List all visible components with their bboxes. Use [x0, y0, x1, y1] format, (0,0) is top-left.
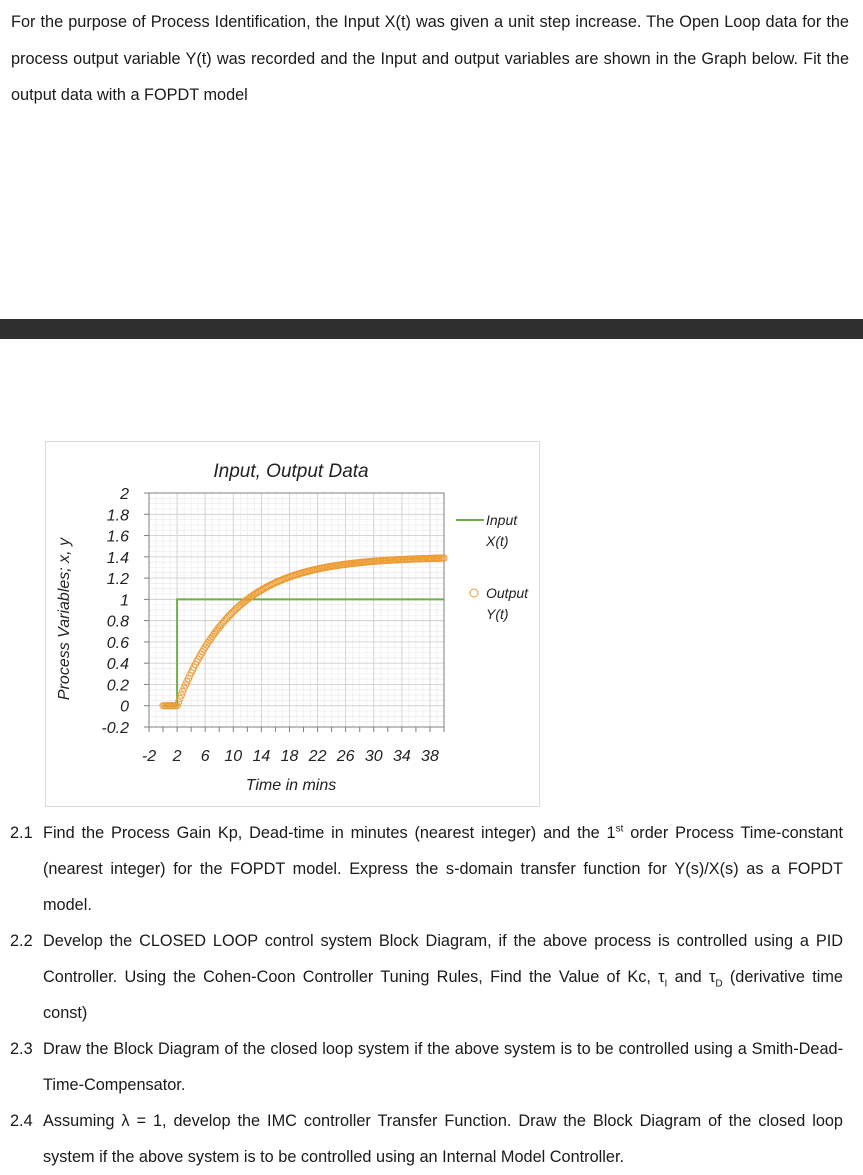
- chart-title: Input, Output Data: [213, 461, 369, 482]
- legend-input-label: Input: [486, 512, 518, 528]
- question-2-2: [0, 923, 863, 1031]
- question-text: Find the Process Gain Kp, Dead-time in minutes (nearest integer) and the 1: [43, 824, 616, 842]
- y-tick-label: 0.6: [106, 634, 129, 652]
- x-tick-label: -2: [141, 748, 157, 765]
- legend-input-label: X(t): [486, 533, 509, 549]
- x-tick-label: 26: [336, 748, 355, 765]
- y-tick-label: 1.2: [106, 571, 129, 589]
- chart-canvas: [46, 442, 541, 808]
- x-tick-label: 18: [280, 748, 299, 765]
- subscript-i: I: [664, 978, 668, 990]
- question-text: (derivative time const): [43, 968, 843, 1022]
- x-tick-label: 38: [421, 748, 439, 765]
- chart-legend: [456, 512, 529, 622]
- x-tick-label: 2: [172, 748, 182, 765]
- question-number: 2.4: [10, 1112, 33, 1130]
- y-tick-label: 1.8: [106, 507, 129, 525]
- legend-output-swatch: [470, 589, 478, 597]
- x-tick-label: 34: [392, 748, 411, 765]
- y-tick-label: 1.6: [106, 528, 129, 546]
- problem-intro: For the purpose of Process Identification, the Input X(t) was given a unit step increase. The Open Loop data for the process output variable Y(t) was recorded and the Input and output variables are shown in the Graph below. Fit the output data with a FOPDT model: [11, 13, 849, 104]
- subscript-d: D: [715, 978, 723, 990]
- y-tick-label: 0.8: [106, 613, 129, 631]
- question-text: Draw the Block Diagram of the closed loop system if the above system is to be controlled using a Smith-Dead-Time-Compensator.: [43, 1040, 843, 1094]
- question-text: Assuming λ = 1, develop the IMC controller Transfer Function. Draw the Block Diagram of the closed loop system if the above system is to be controlled using an Internal Model Controller.: [43, 1112, 843, 1166]
- y-tick-label: 1.4: [106, 549, 129, 567]
- page-divider-band: [0, 319, 863, 339]
- superscript-st: st: [615, 823, 624, 835]
- chart-grid: [149, 493, 444, 727]
- x-axis-label: Time in mins: [245, 777, 337, 794]
- question-number: 2.3: [10, 1040, 33, 1058]
- question-text: Develop the CLOSED LOOP control system Block Diagram, if the above process is controlled using a PID Controller. Using the Cohen-Coon Controller Tuning Rules, Find the Value of Kc, τ: [43, 932, 843, 986]
- x-tick-label: 22: [308, 748, 327, 765]
- question-number: 2.2: [10, 932, 33, 950]
- y-tick-label: 2: [120, 486, 129, 503]
- legend-output-label: Output: [486, 585, 529, 601]
- y-tick-label: 0.4: [106, 656, 129, 674]
- y-tick-label: 0.2: [106, 677, 129, 695]
- legend-output-label: Y(t): [486, 606, 509, 622]
- input-output-chart: [45, 441, 540, 807]
- chart-axes: [101, 486, 444, 765]
- question-text: order Process Time-constant (nearest integer) for the FOPDT model. Express the s-domain transfer function for Y(s)/X(s) as a FOPDT model.: [43, 824, 843, 914]
- question-2-3: [0, 1031, 863, 1103]
- x-tick-label: 30: [364, 748, 383, 765]
- y-axis-label: Process Variables; x, y: [56, 537, 73, 701]
- y-tick-label: -0.2: [101, 720, 129, 737]
- x-tick-label: 6: [200, 748, 210, 765]
- y-tick-label: 0: [120, 698, 129, 716]
- x-tick-label: 14: [252, 748, 271, 765]
- x-tick-label: 10: [224, 748, 243, 765]
- question-list: [0, 815, 863, 1175]
- question-2-1: [0, 815, 863, 923]
- question-text: and τ: [667, 968, 716, 986]
- y-tick-label: 1: [120, 592, 129, 610]
- question-number: 2.1: [10, 824, 33, 842]
- question-2-4: [0, 1103, 863, 1175]
